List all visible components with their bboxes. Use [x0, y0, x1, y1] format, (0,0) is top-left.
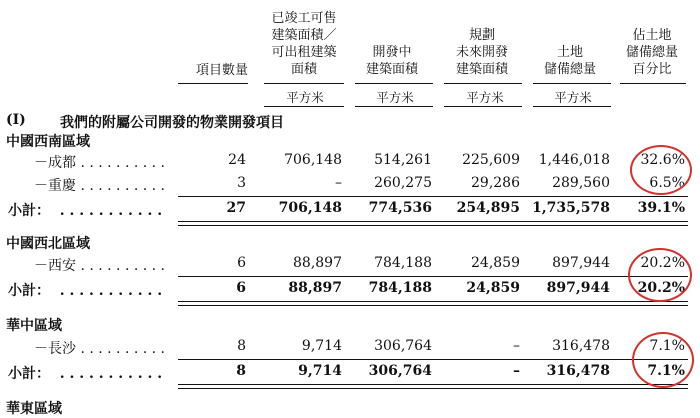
- header-pct-line3: 百分比: [632, 62, 672, 77]
- annotation-circle-northwest: [628, 248, 692, 302]
- cell-pct: 20.2%: [637, 280, 685, 296]
- unit-rule-5: [533, 106, 611, 107]
- header-rule-6: [620, 83, 686, 84]
- unit-col3: 平方米: [376, 90, 414, 105]
- cell-pct: 6.5%: [649, 175, 685, 191]
- row-label: 小計： . . . . . . . . . . .: [8, 366, 163, 382]
- row-label: 小計： . . . . . . . . . . .: [8, 203, 163, 219]
- cell-dev: 784,188: [374, 255, 432, 271]
- subtotal-rule-top: [178, 276, 688, 277]
- annotation-circle-central: [632, 332, 694, 388]
- cell-completed: 9,714: [298, 363, 342, 379]
- header-land-line1: 土地: [556, 45, 583, 60]
- cell-completed: –: [335, 175, 342, 191]
- cell-dev: 306,764: [374, 338, 432, 354]
- cell-count: 6: [237, 255, 246, 271]
- cell-count: 6: [236, 280, 246, 296]
- cell-completed: 706,148: [284, 152, 342, 168]
- cell-total: 1,735,578: [532, 200, 610, 216]
- header-planned-line1: 規劃: [468, 28, 495, 43]
- cell-total: 289,560: [552, 175, 610, 191]
- header-dev-line1: 開發中: [372, 45, 412, 60]
- subtotal-double-rule: [178, 301, 688, 306]
- cell-pct: 20.2%: [640, 255, 685, 271]
- header-rule-5: [533, 83, 611, 84]
- cell-dev: 774,536: [368, 200, 432, 216]
- cell-planned: 254,895: [456, 200, 520, 216]
- cell-count: 3: [237, 175, 246, 191]
- row-label: －西安 . . . . . . . . . .: [34, 258, 166, 274]
- cell-completed: 88,897: [293, 255, 342, 271]
- cell-completed: 88,897: [288, 280, 342, 296]
- header-completed-area: [260, 10, 348, 78]
- cell-total: 316,478: [552, 338, 610, 354]
- subtotal-rule-top: [178, 196, 688, 197]
- subtotal-double-rule: [178, 384, 688, 389]
- unit-col5: 平方米: [554, 90, 592, 105]
- cell-total: 897,944: [552, 255, 610, 271]
- header-rule-2: [264, 83, 344, 84]
- header-pct-line1: 佔土地: [632, 28, 672, 43]
- header-planned-line2: 未來開發: [455, 45, 508, 60]
- cell-completed: 9,714: [301, 338, 342, 354]
- region-name: 中國西北區域: [6, 236, 90, 252]
- header-planned-line3: 建築面積: [455, 62, 508, 77]
- cell-pct: 32.6%: [640, 152, 685, 168]
- cell-dev: 260,275: [374, 175, 432, 191]
- cell-planned: 29,286: [471, 175, 520, 191]
- header-completed-line1: 已竣工可售: [271, 11, 337, 26]
- header-completed-line3: 可出租建築: [271, 45, 337, 60]
- region-name-next: 華東區域: [6, 401, 62, 417]
- cell-planned: 24,859: [471, 255, 520, 271]
- header-land-line2: 儲備總量: [543, 62, 596, 77]
- header-completed-line2: 建築面積／: [271, 28, 337, 43]
- row-label: 小計： . . . . . . . . . . .: [8, 283, 163, 299]
- region-name: 中國西南區域: [6, 134, 90, 150]
- header-rule-4: [444, 83, 522, 84]
- cell-dev: 514,261: [374, 152, 432, 168]
- cell-total: 897,944: [546, 280, 610, 296]
- region-name: 華中區域: [6, 318, 62, 334]
- header-pct-line2: 儲備總量: [625, 45, 678, 60]
- cell-count: 8: [236, 363, 246, 379]
- unit-rule-4: [444, 106, 522, 107]
- cell-total: 1,446,018: [538, 152, 610, 168]
- cell-completed: 706,148: [278, 200, 342, 216]
- cell-count: 24: [228, 152, 246, 168]
- header-rule-3: [355, 83, 433, 84]
- annotation-circle-southwest: [630, 145, 692, 195]
- cell-pct: 7.1%: [649, 338, 685, 354]
- cell-pct: 7.1%: [647, 363, 685, 379]
- cell-dev: 784,188: [368, 280, 432, 296]
- header-project-count: 項目數量: [195, 63, 248, 78]
- row-label: －成都 . . . . . . . . . .: [34, 155, 166, 171]
- cell-pct: 39.1%: [637, 200, 685, 216]
- cell-planned: –: [513, 363, 520, 379]
- unit-col2: 平方米: [286, 90, 324, 105]
- section-title: 我們的附屬公司開發的物業開發項目: [60, 115, 284, 131]
- header-under-development: [348, 44, 436, 78]
- cell-count: 27: [226, 200, 246, 216]
- cell-count: 8: [237, 338, 246, 354]
- subtotal-double-rule: [178, 221, 688, 226]
- header-completed-line4: 面積: [290, 62, 317, 77]
- section-marker: (I): [6, 112, 26, 128]
- cell-planned: 24,859: [466, 280, 520, 296]
- unit-rule-2: [264, 106, 344, 107]
- header-dev-line2: 建築面積: [365, 62, 418, 77]
- unit-rule-3: [355, 106, 433, 107]
- header-planned: [438, 27, 526, 78]
- row-label: －重慶 . . . . . . . . . .: [34, 178, 166, 194]
- cell-total: 316,478: [546, 363, 610, 379]
- cell-planned: –: [513, 338, 520, 354]
- row-label: －長沙 . . . . . . . . . .: [34, 341, 166, 357]
- header-percentage: [608, 27, 696, 78]
- unit-col4: 平方米: [466, 90, 504, 105]
- header-rule-1: [178, 83, 248, 84]
- header-land-bank: [526, 44, 614, 78]
- cell-dev: 306,764: [368, 363, 432, 379]
- subtotal-rule-top: [178, 359, 688, 360]
- cell-planned: 225,609: [462, 152, 520, 168]
